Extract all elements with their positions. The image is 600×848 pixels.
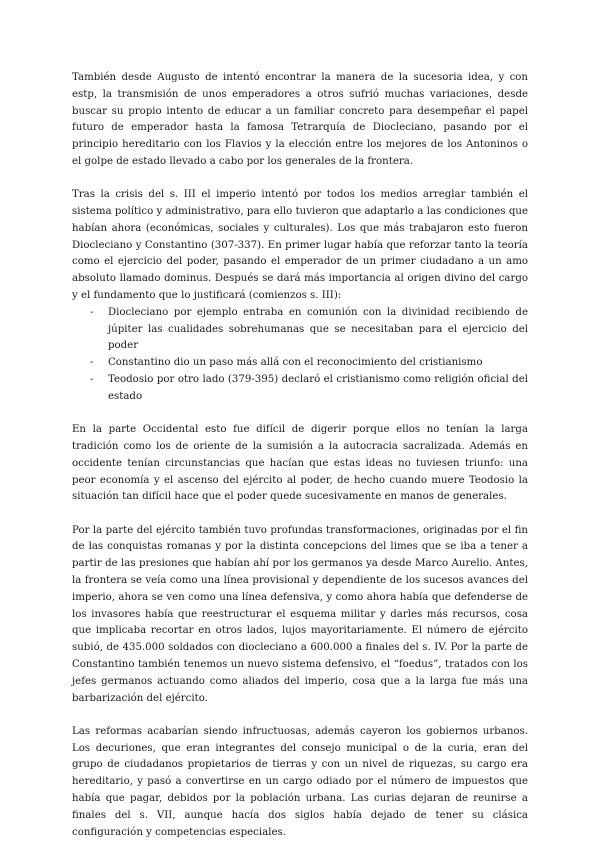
list-item-text: Constantino dio un paso más allá con el reconocimiento del cristianismo xyxy=(108,357,483,369)
paragraph-4: Por la parte del ejército también tuvo profundas transformaciones, originadas por el fin de las conquistas romanas y por la distinta concepcions del limes que se iba a tener a partir de las presiones que habían ahí por los germanos ya desde Marco Aurelio. Antes, la frontera se veía como una línea provisional y dependiente de los sucesos avances del imperio, ahora se ven como una línea defensiva, y como ahora había que defenderse de los invasores había que reestructurar el esquema militar y darles más recursos, cosa que implicaba recortar en otros lados, lujos mayoritariamente. El número de ejército subió, de 435.000 soldados con diocleciano a 600.000 a finales del s. IV. Por la parte de Constantino también tenemos un nuevo sistema defensivo, el “foedus”, tratados con los jefes germanos actuando como aliados del imperio, cosa que a la larga fue más una barbarización del ejército. xyxy=(72,524,528,704)
paragraph-5: Las reformas acabarían siendo infructuosas, además cayeron los gobiernos urbanos. Los decuriones, que eran integrantes del consejo municipal o de la curia, eran del grupo de ciudadanos propietarios de tierras y con un nivel de riquezas, su cargo era hereditario, y pasó a convertirse en un cargo odiado por el número de impuestos que había que pagar, debidos por la población urbana. Las curias dejaran de reunirse a finales del s. VII, aunque hacía dos siglos había dejado de tener su clásica configuración y competencias especiales. xyxy=(72,725,528,838)
list-item xyxy=(72,355,528,372)
list-item-text: Teodosio por otro lado (379-395) declaró el cristianismo como religión oficial del estado xyxy=(108,374,528,402)
paragraph-gap xyxy=(72,406,528,423)
paragraph-gap xyxy=(72,707,528,724)
dash-bullet-icon: - xyxy=(90,306,94,318)
paragraph-gap xyxy=(72,506,528,523)
paragraph-2: Tras la crisis del s. III el imperio intentó por todos los medios arreglar también el sistema político y administrativo, para ello tuvieron que adaptarlo a las condiciones que habían ahora (económicas, sociales y culturales). Los que más trabajaron esto fueron Diocleciano y Constantino (307-337). En primer lugar había que reforzar tanto la teoría como el ejercicio del poder, pasando el emperador de un primer ciudadano a un amo absoluto llamado dominus. Después se dará más importancia al origen divino del cargo y el fundamento que lo justificará (comienzos s. III): xyxy=(72,189,528,302)
list-item xyxy=(72,305,528,355)
bullet-list xyxy=(72,305,528,406)
dash-bullet-icon: - xyxy=(90,374,94,386)
dash-bullet-icon: - xyxy=(90,357,94,369)
paragraph-gap xyxy=(72,171,528,188)
list-item xyxy=(72,372,528,406)
paragraph-3: En la parte Occidental esto fue difícil de digerir porque ellos no tenían la larga tradición como los de oriente de la sumisión a la autocracia sacralizada. Además en occidente tenían circunstancias que hacían que estas ideas no tuviesen triunfo: una peor economía y el ascenso del ejército al poder, de hecho cuando muere Teodosio la situación tan difícil hace que el poder quede sucesivamente en manos de generales. xyxy=(72,424,528,503)
list-item-text: Diocleciano por ejemplo entraba en comunión con la divinidad recibiendo de júpiter las cualidades sobrehumanas que se necesitaban para el ejercicio del poder xyxy=(108,306,528,352)
paragraph-1: También desde Augusto de intentó encontrar la manera de la sucesoria idea, y con estp, la transmisión de unos emperadores a otros sufrió muchas variaciones, desde buscar su propio intento de educar a un familiar concreto para desempeñar el papel futuro de emperador hasta la famosa Tetrarquía de Diocleciano, pasando por el principio hereditario con los Flavios y la elección entre los mejores de los Antoninos o el golpe de estado llevado a cabo por los generales de la frontera. xyxy=(72,72,528,167)
